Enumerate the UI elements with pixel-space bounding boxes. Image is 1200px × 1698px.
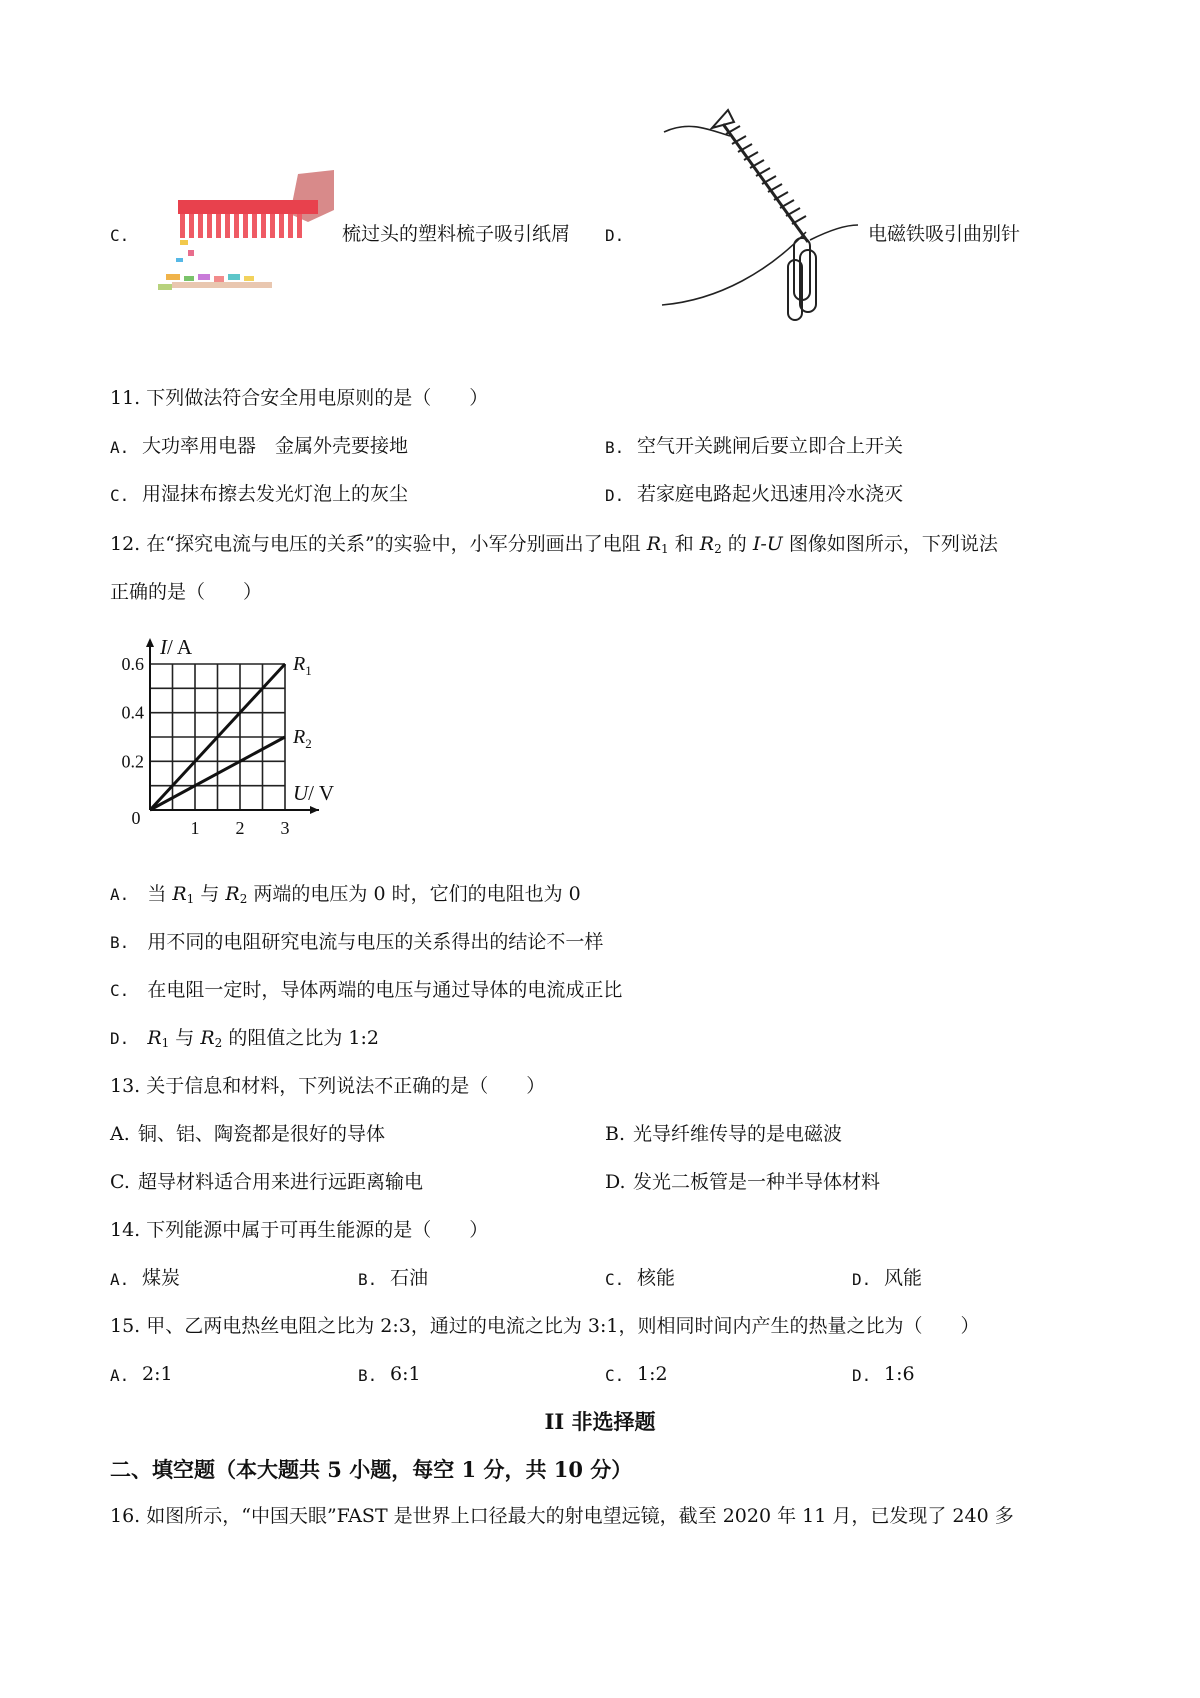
q10-option-d-letter: D. bbox=[605, 226, 625, 245]
y-tick-label: 0.6 bbox=[121, 654, 144, 674]
q14-option-c-letter: C. bbox=[605, 1270, 625, 1289]
q11-stem: 11. 下列做法符合安全用电原则的是（ ） bbox=[110, 387, 489, 409]
comb-figure bbox=[158, 170, 336, 298]
wire-bottom bbox=[662, 232, 806, 305]
hand-shape bbox=[290, 170, 334, 222]
r1-subscript: 1 bbox=[186, 892, 195, 906]
series-label-r2: $R_2$ bbox=[293, 726, 312, 751]
origin-label: 0 bbox=[131, 808, 141, 828]
q10-option-d-text: 电磁铁吸引曲别针 bbox=[868, 223, 1021, 245]
r2-symbol: R bbox=[225, 883, 240, 905]
q15-option-a-text: 2:1 bbox=[142, 1363, 173, 1385]
q15-option-d-letter: D. bbox=[852, 1366, 872, 1385]
q15-option-b-text: 6:1 bbox=[390, 1363, 421, 1385]
q12-stem-part-b: 的 bbox=[721, 533, 753, 555]
q14-stem: 14. 下列能源中属于可再生能源的是（ ） bbox=[110, 1219, 489, 1241]
comb-teeth bbox=[180, 214, 302, 238]
q12-option-c-text: 在电阻一定时，导体两端的电压与通过导体的电流成正比 bbox=[147, 979, 623, 1001]
comb-spine bbox=[178, 200, 318, 214]
q12-stem-part-c: 图像如图所示，下列说法 bbox=[782, 533, 998, 555]
r2-symbol: R bbox=[200, 1027, 215, 1049]
q12-option-c-letter: C. bbox=[110, 981, 130, 1000]
r1-subscript: 1 bbox=[161, 1036, 170, 1050]
q12-option-a-pre: 当 bbox=[147, 883, 173, 905]
q12-option-d-mid: 与 bbox=[169, 1027, 201, 1049]
q12-option-a-letter: A. bbox=[110, 885, 130, 904]
q12-option-b-text: 用不同的电阻研究电流与电压的关系得出的结论不一样 bbox=[147, 931, 604, 953]
r2-subscript: 2 bbox=[239, 892, 248, 906]
q16-stem: 16. 如图所示，“中国天眼”FAST 是世界上口径最大的射电望远镜，截至 2020 年 11 月，已发现了 240 多 bbox=[110, 1505, 1014, 1527]
r2-subscript: 2 bbox=[714, 542, 722, 556]
q13-option-b-text: 光导纤维传导的是电磁波 bbox=[633, 1123, 843, 1145]
q14-option-a-letter: A. bbox=[110, 1270, 130, 1289]
q11-option-b-text: 空气开关跳闸后要立即合上开关 bbox=[637, 435, 904, 457]
q13-option-a-text: 铜、铝、陶瓷都是很好的导体 bbox=[138, 1123, 386, 1145]
q11-option-a-letter: A. bbox=[110, 438, 130, 457]
q15-option-c-letter: C. bbox=[605, 1366, 625, 1385]
q12-stem-line1 bbox=[110, 532, 998, 561]
q14-option-b-text: 石油 bbox=[390, 1267, 429, 1289]
q14-option-a-text: 煤炭 bbox=[142, 1267, 181, 1289]
q12-option-d bbox=[110, 1026, 379, 1055]
y-tick-label: 0.2 bbox=[121, 751, 144, 772]
section-fill-blank-heading: 二、填空题（本大题共 5 小题，每空 1 分，共 10 分） bbox=[110, 1457, 633, 1482]
r1-symbol: R bbox=[147, 1027, 162, 1049]
paper-clips bbox=[788, 238, 816, 320]
q14-option-b-letter: B. bbox=[358, 1270, 378, 1289]
y-axis-title-symbol: I bbox=[160, 635, 167, 659]
x-axis-title-symbol: U bbox=[293, 781, 309, 805]
q12-option-a-post: 两端的电压为 0 时，它们的电阻也为 0 bbox=[247, 883, 581, 905]
q14-option-c-text: 核能 bbox=[637, 1267, 676, 1289]
q12-and: 和 bbox=[668, 533, 700, 555]
q14-option-d-letter: D. bbox=[852, 1270, 872, 1289]
series-label-r1: $R_1$ bbox=[293, 653, 312, 678]
electromagnet-figure bbox=[660, 100, 860, 355]
x-axis-title-unit: / V bbox=[308, 781, 335, 805]
q12-option-a-mid: 与 bbox=[194, 883, 226, 905]
q12-option-c bbox=[110, 978, 622, 1003]
r1-symbol: R bbox=[172, 883, 187, 905]
q12-stem-line2: 正确的是（ ） bbox=[110, 581, 263, 603]
x-tick-label: 2 bbox=[235, 818, 245, 838]
r1-subscript: 1 bbox=[661, 542, 669, 556]
r2-subscript: 2 bbox=[214, 1036, 223, 1050]
q11-option-d-text: 若家庭电路起火迅速用冷水浇灭 bbox=[637, 483, 904, 505]
q13-stem: 13. 关于信息和材料，下列说法不正确的是（ ） bbox=[110, 1075, 546, 1097]
part2-title: II 非选择题 bbox=[544, 1409, 656, 1434]
q10-option-c-text: 梳过头的塑料梳子吸引纸屑 bbox=[342, 223, 571, 245]
q11-option-b-letter: B. bbox=[605, 438, 625, 457]
series-label-subscript: 1 bbox=[305, 663, 312, 678]
q15-option-c-text: 1:2 bbox=[637, 1363, 668, 1385]
y-axis-title-unit: / A bbox=[167, 635, 193, 659]
q12-option-d-letter: D. bbox=[110, 1029, 130, 1048]
paper-scraps bbox=[158, 240, 272, 290]
x-tick-label: 3 bbox=[280, 818, 290, 838]
q13-option-c-letter: C. bbox=[110, 1171, 130, 1193]
q13-option-a-letter: A. bbox=[110, 1123, 130, 1145]
wire-top bbox=[664, 126, 730, 136]
q15-option-d-text: 1:6 bbox=[884, 1363, 915, 1385]
q12-option-a bbox=[110, 882, 581, 911]
q11-option-d-letter: D. bbox=[605, 486, 625, 505]
q10-option-c-letter: C. bbox=[110, 226, 130, 245]
q12-option-b bbox=[110, 930, 603, 955]
y-tick-label: 0.4 bbox=[121, 702, 144, 723]
coil-windings bbox=[726, 126, 806, 224]
iu-symbol: I-U bbox=[752, 533, 783, 555]
q15-stem: 15. 甲、乙两电热丝电阻之比为 2:3，通过的电流之比为 3:1，则相同时间内产生的热量之比为（ ） bbox=[110, 1315, 980, 1337]
q11-option-c-text: 用湿抹布擦去发光灯泡上的灰尘 bbox=[142, 483, 409, 505]
q13-option-b-letter: B. bbox=[605, 1123, 626, 1145]
q12-stem-part-a: 12. 在“探究电流与电压的关系”的实验中，小军分别画出了电阻 bbox=[110, 533, 647, 555]
q14-option-d-text: 风能 bbox=[884, 1267, 923, 1289]
q15-option-a-letter: A. bbox=[110, 1366, 130, 1385]
x-tick-label: 1 bbox=[190, 818, 200, 838]
q12-option-b-letter: B. bbox=[110, 933, 130, 952]
q13-option-d-text: 发光二板管是一种半导体材料 bbox=[633, 1171, 881, 1193]
iu-chart bbox=[110, 630, 390, 852]
x-axis-arrow bbox=[310, 806, 319, 814]
q15-option-b-letter: B. bbox=[358, 1366, 378, 1385]
r1-symbol: R bbox=[646, 533, 662, 555]
q11-option-a-text: 大功率用电器 金属外壳要接地 bbox=[142, 435, 409, 457]
q13-option-c-text: 超导材料适合用来进行远距离输电 bbox=[138, 1171, 424, 1193]
wire-right bbox=[810, 225, 858, 240]
y-axis-title bbox=[159, 635, 193, 659]
q11-option-c-letter: C. bbox=[110, 486, 130, 505]
series-label-subscript: 2 bbox=[305, 736, 312, 751]
r2-symbol: R bbox=[699, 533, 715, 555]
q12-option-d-post: 的阻值之比为 1:2 bbox=[222, 1027, 379, 1049]
q13-option-d-letter: D. bbox=[605, 1171, 626, 1193]
y-axis-arrow bbox=[146, 638, 154, 647]
x-axis-title bbox=[293, 781, 334, 805]
